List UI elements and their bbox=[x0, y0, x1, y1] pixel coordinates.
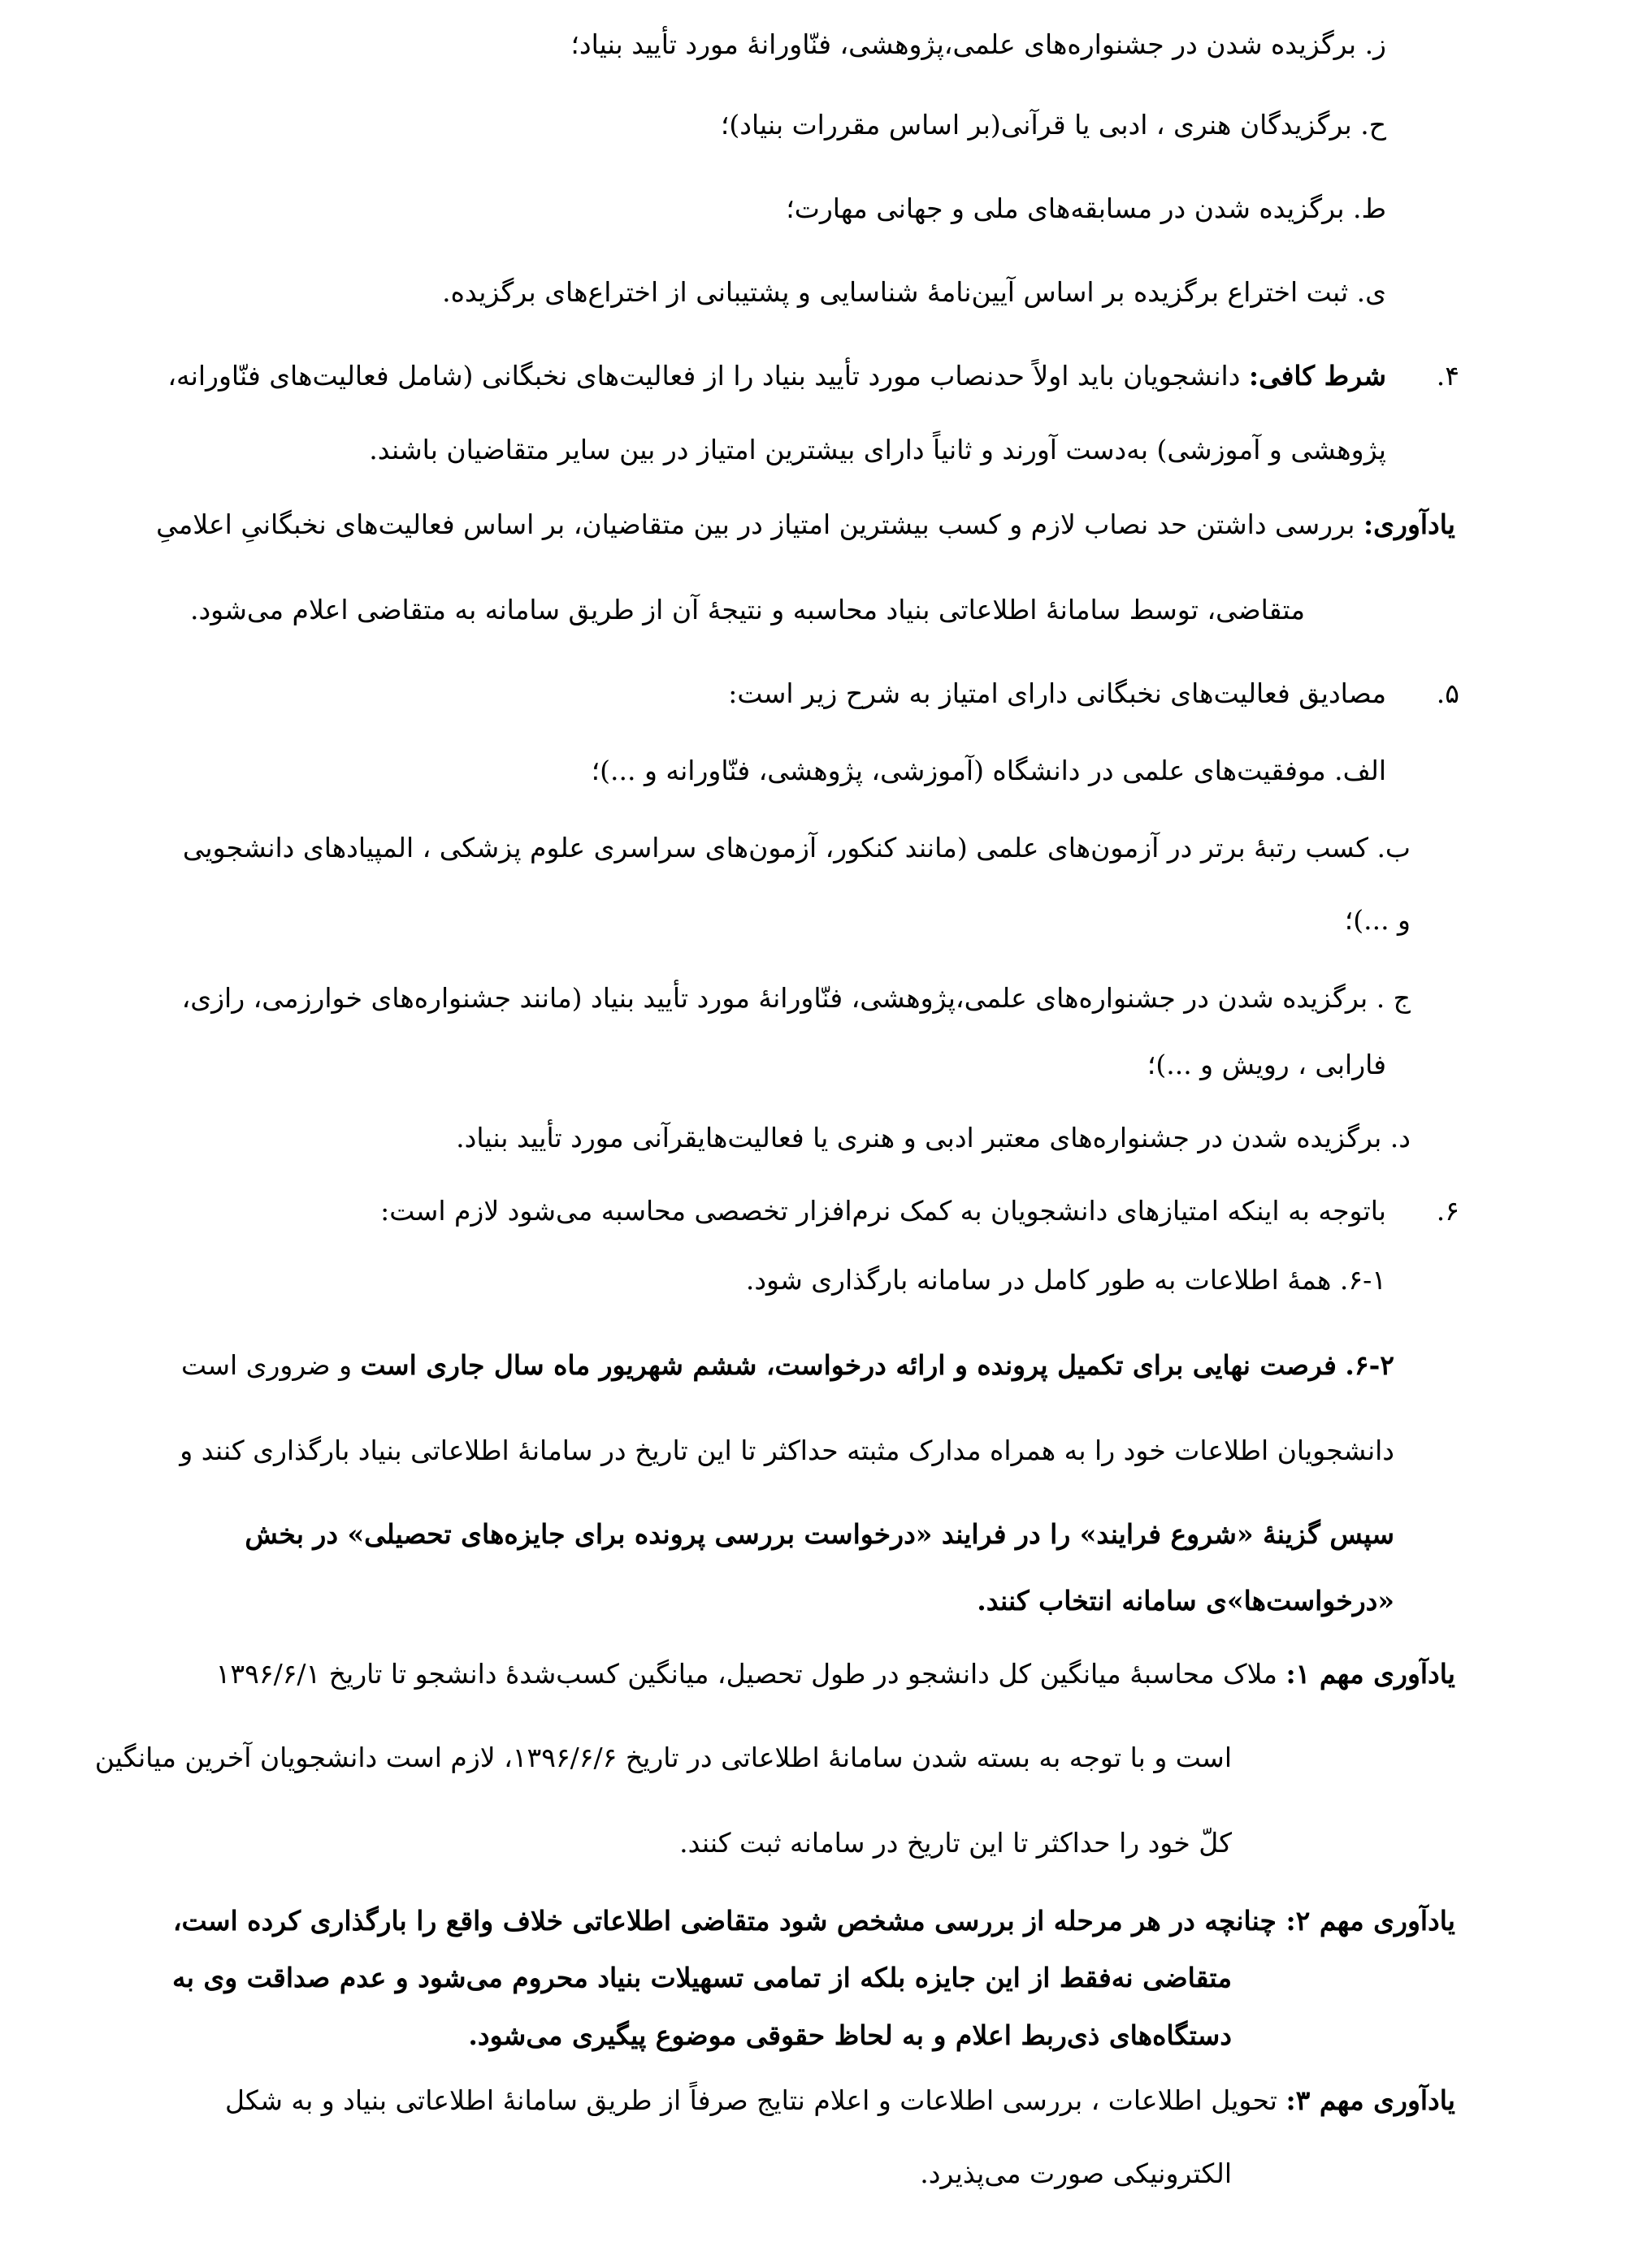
important-2-text-1: چنانچه در هر مرحله از بررسی مشخص شود متقاضی اطلاعاتی خلاف واقع را بارگذاری کرده است، bbox=[172, 1905, 1277, 1937]
item-6-number: .۶ bbox=[1436, 1195, 1459, 1227]
important-2-line-1 bbox=[173, 1904, 1455, 1937]
important-3-label: یادآوری مهم ۳: bbox=[1285, 2084, 1455, 2116]
item-5-jim-line-1: ج . برگزیده شدن در جشنواره‌های علمی،پژوهشی، فنّاورانهٔ مورد تأیید بنیاد (مانند جشنواره‌های خوارزمی، رازی، bbox=[181, 982, 1411, 1014]
important-2-line-3: دستگاه‌های ذی‌ربط اعلام و به لحاظ حقوقی موضوع پیگیری می‌شود. bbox=[468, 2019, 1232, 2051]
list-item-y: ی. ثبت اختراع برگزیده بر اساس آیین‌نامهٔ شناسایی و پشتیبانی از اختراع‌های برگزیده. bbox=[442, 276, 1386, 308]
list-item-t: ط. برگزیده شدن در مسابقه‌های ملی و جهانی مهارت؛ bbox=[786, 193, 1386, 224]
item-6-sub-2-line-1 bbox=[181, 1348, 1394, 1382]
important-1-line-2: است و با توجه به بسته شدن سامانهٔ اطلاعاتی در تاریخ ۱۳۹۶/۶/۶، لازم است دانشجویان آخرین میانگین bbox=[94, 1742, 1232, 1773]
item-4-text-1: دانشجویان باید اولاً حدنصاب مورد تأیید بنیاد را از فعالیت‌های نخبگانی (شامل فعالیت‌های فنّاورانه، bbox=[167, 360, 1241, 392]
item-5-be-line-2: و ...)؛ bbox=[1344, 904, 1411, 936]
important-1-label: یادآوری مهم ۱: bbox=[1285, 1658, 1455, 1690]
item-6-text: باتوجه به اینکه امتیازهای دانشجویان به کمک نرم‌افزار تخصصی محاسبه می‌شود لازم است: bbox=[380, 1195, 1386, 1227]
important-3-text-1: تحویل اطلاعات ، بررسی اطلاعات و اعلام نتایج صرفاً از طریق سامانهٔ اطلاعاتی بنیاد و به شکل bbox=[225, 2084, 1277, 2116]
item-5-number: .۵ bbox=[1436, 677, 1459, 709]
important-2-label: یادآوری مهم ۲: bbox=[1285, 1905, 1455, 1937]
list-item-z: ز. برگزیده شدن در جشنواره‌های علمی،پژوهشی، فنّاورانهٔ مورد تأیید بنیاد؛ bbox=[570, 28, 1386, 60]
important-1-line-3: کلّ خود را حداکثر تا این تاریخ در سامانه ثبت کنند. bbox=[679, 1827, 1232, 1859]
item-6-sub-2-line-3: سپس گزینهٔ «شروع فرایند» را در فرایند «درخواست بررسی پرونده برای جایزه‌های تحصیلی» در بخش bbox=[245, 1518, 1394, 1550]
item-5-be-line-1: ب. کسب رتبهٔ برتر در آزمون‌های علمی (مانند کنکور، آزمون‌های سراسری علوم پزشکی ، المپیادهای دانشجویی bbox=[182, 832, 1411, 863]
item-4-number: .۴ bbox=[1436, 360, 1459, 392]
item-4-label: شرط کافی: bbox=[1248, 360, 1386, 392]
important-1-line-1 bbox=[216, 1657, 1455, 1690]
item-6-sub-2-line-4: «درخواست‌ها»ی سامانه انتخاب کنند. bbox=[977, 1585, 1394, 1617]
important-2-line-2: متقاضی نه‌فقط از این جایزه بلکه از تمامی تسهیلات بنیاد محروم می‌شود و عدم صداقت وی به bbox=[172, 1962, 1232, 1993]
item-5-dal: د. برگزیده شدن در جشنواره‌های معتبر ادبی و هنری یا فعالیت‌هایقرآنی مورد تأیید بنیاد. bbox=[456, 1122, 1411, 1153]
item-6-sub-2-line-2: دانشجویان اطلاعات خود را به همراه مدارک مثبته حداکثر تا این تاریخ در سامانهٔ اطلاعاتی بنیاد بارگذاری کنند و bbox=[180, 1435, 1394, 1466]
important-3-line-2: الکترونیکی صورت می‌پذیرد. bbox=[920, 2158, 1232, 2189]
item-6-sub-2-rest: و ضروری است bbox=[180, 1349, 353, 1381]
important-1-text-1: ملاک محاسبهٔ میانگین کل دانشجو در طول تحصیل، میانگین کسب‌شدهٔ دانشجو تا تاریخ ۱۳۹۶/۶/۱ bbox=[215, 1658, 1277, 1690]
reminder-line-2: متقاضی، توسط سامانهٔ اطلاعاتی بنیاد محاسبه و نتیجهٔ آن از طریق سامانه به متقاضی اعلام می‌شود. bbox=[189, 594, 1305, 625]
reminder-line-1 bbox=[156, 508, 1455, 541]
reminder-text-1: بررسی داشتن حد نصاب لازم و کسب بیشترین امتیاز در بین متقاضیان، بر اساس فعالیت‌های نخبگانیِ اعلامیِ bbox=[156, 509, 1355, 540]
item-4-line-1 bbox=[24, 359, 1386, 392]
important-3-line-1 bbox=[225, 2084, 1455, 2117]
item-5-jim-line-2: فارابی ، رویش و ...)؛ bbox=[1147, 1049, 1386, 1080]
item-5-text: مصادیق فعالیت‌های نخبگانی دارای امتیاز به شرح زیر است: bbox=[728, 677, 1386, 709]
item-5-alef: الف. موفقیت‌های علمی در دانشگاه (آموزشی، پژوهشی، فنّاورانه و ...)؛ bbox=[591, 755, 1386, 786]
list-item-h: ح. برگزیدگان هنری ، ادبی یا قرآنی(بر اساس مقررات بنیاد)؛ bbox=[720, 109, 1386, 141]
item-6-sub-1: ۶-۱. همهٔ اطلاعات به طور کامل در سامانه بارگذاری شود. bbox=[745, 1264, 1386, 1296]
item-4-line-2: پژوهشی و آموزشی) به‌دست آورند و ثانیاً دارای بیشترین امتیاز در بین سایر متقاضیان باشند. bbox=[369, 434, 1386, 465]
reminder-label: یادآوری: bbox=[1363, 509, 1455, 540]
item-6-sub-2-bold: فرصت نهایی برای تکمیل پرونده و ارائه درخواست، ششم شهریور ماه سال جاری است bbox=[360, 1349, 1337, 1381]
item-6-sub-2-number: ۶-۲. bbox=[1345, 1349, 1394, 1381]
